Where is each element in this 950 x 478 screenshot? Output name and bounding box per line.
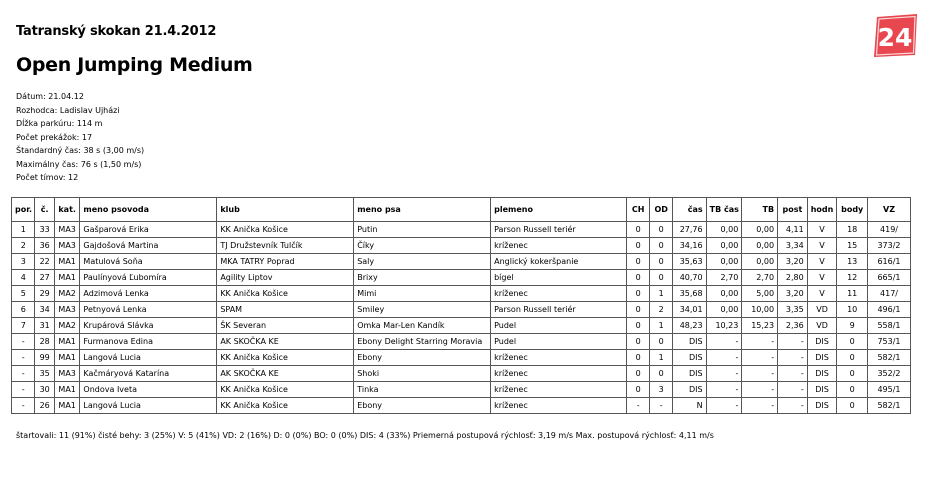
- table-row: [12, 350, 911, 366]
- col-header-tb-time: TB čas: [706, 198, 742, 222]
- cell-ch: 0: [626, 222, 649, 238]
- cell-tb-time: -: [706, 398, 742, 414]
- cell-club: KK Anička Košice: [217, 398, 354, 414]
- cell-speed: -: [778, 398, 808, 414]
- table-row: [12, 334, 911, 350]
- cell-vz: 496/1: [868, 302, 911, 318]
- cell-od: 1: [650, 350, 672, 366]
- cell-rating: DIS: [807, 366, 837, 382]
- cell-time: 34,16: [672, 238, 706, 254]
- cell-points: 0: [837, 334, 868, 350]
- cell-tb: 0,00: [742, 238, 778, 254]
- cell-club: TJ Družstevník Tulčík: [217, 238, 354, 254]
- cell-od: 1: [650, 286, 672, 302]
- col-header-speed: post: [778, 198, 808, 222]
- cell-vz: 558/1: [868, 318, 911, 334]
- cell-time: 40,70: [672, 270, 706, 286]
- cell-club: AK SKOČKA KE: [217, 334, 354, 350]
- cell-rank: -: [12, 382, 35, 398]
- table-row: [12, 222, 911, 238]
- cell-vz: 665/1: [868, 270, 911, 286]
- cell-number: 26: [35, 398, 54, 414]
- class-info: [16, 90, 144, 185]
- cell-vz: 582/1: [868, 398, 911, 414]
- col-header-tb: TB: [742, 198, 778, 222]
- cell-od: 0: [650, 238, 672, 254]
- cell-breed: Parson Russell teriér: [491, 222, 627, 238]
- cell-tb: -: [742, 350, 778, 366]
- cell-points: 18: [837, 222, 868, 238]
- cell-tb: 5,00: [742, 286, 778, 302]
- cell-handler: Langová Lucia: [80, 350, 217, 366]
- cell-tb-time: 0,00: [706, 238, 742, 254]
- cell-category: MA1: [54, 398, 80, 414]
- cell-time: 48,23: [672, 318, 706, 334]
- col-header-rank: por.: [12, 198, 35, 222]
- cell-speed: 3,34: [778, 238, 808, 254]
- cell-points: 13: [837, 254, 868, 270]
- cell-rank: 2: [12, 238, 35, 254]
- cell-breed: kríženec: [491, 366, 627, 382]
- table-row: [12, 382, 911, 398]
- cell-ch: 0: [626, 302, 649, 318]
- col-header-handler: meno psovoda: [80, 198, 217, 222]
- cell-time: N: [672, 398, 706, 414]
- cell-handler: Petnyová Lenka: [80, 302, 217, 318]
- cell-handler: Gašparová Erika: [80, 222, 217, 238]
- cell-handler: Langová Lucia: [80, 398, 217, 414]
- cell-breed: kríženec: [491, 398, 627, 414]
- cell-handler: Adzimová Lenka: [80, 286, 217, 302]
- table-row: [12, 270, 911, 286]
- col-header-rating: hodn: [807, 198, 837, 222]
- cell-rating: V: [807, 286, 837, 302]
- cell-rating: DIS: [807, 334, 837, 350]
- cell-category: MA3: [54, 222, 80, 238]
- cell-vz: 753/1: [868, 334, 911, 350]
- cell-vz: 352/2: [868, 366, 911, 382]
- cell-tb: -: [742, 334, 778, 350]
- cell-tb-time: 2,70: [706, 270, 742, 286]
- cell-category: MA3: [54, 366, 80, 382]
- table-row: [12, 366, 911, 382]
- cell-rating: DIS: [807, 350, 837, 366]
- info-obstacle-count: Počet prekážok: 17: [16, 132, 93, 142]
- info-team-count: Počet tímov: 12: [16, 173, 79, 182]
- cell-breed: kríženec: [491, 286, 627, 302]
- col-header-od: OD: [650, 198, 672, 222]
- info-standard-time: Štandardný čas: 38 s (3,00 m/s): [16, 146, 145, 155]
- table-row: [12, 286, 911, 302]
- cell-tb: 10,00: [742, 302, 778, 318]
- cell-dog: Mimi: [354, 286, 491, 302]
- class-title: Open Jumping Medium: [16, 54, 253, 76]
- cell-points: 15: [837, 238, 868, 254]
- cell-breed: bígel: [491, 270, 627, 286]
- cell-number: 30: [35, 382, 54, 398]
- cell-dog: Brixy: [354, 270, 491, 286]
- cell-number: 34: [35, 302, 54, 318]
- cell-handler: Kačmáryová Katarína: [80, 366, 217, 382]
- cell-tb: 0,00: [742, 222, 778, 238]
- cell-rating: DIS: [807, 382, 837, 398]
- cell-od: -: [650, 398, 672, 414]
- col-header-breed: plemeno: [491, 198, 627, 222]
- cell-speed: 2,36: [778, 318, 808, 334]
- cell-speed: -: [778, 350, 808, 366]
- cell-rank: -: [12, 398, 35, 414]
- cell-points: 0: [837, 382, 868, 398]
- cell-od: 0: [650, 222, 672, 238]
- info-max-time: Maximálny čas: 76 s (1,50 m/s): [16, 159, 142, 169]
- cell-tb-time: -: [706, 334, 742, 350]
- cell-category: MA1: [54, 334, 80, 350]
- cell-time: 35,63: [672, 254, 706, 270]
- cell-rank: 6: [12, 302, 35, 318]
- cell-breed: kríženec: [491, 238, 627, 254]
- cell-time: DIS: [672, 366, 706, 382]
- cell-handler: Paulínyová Ľubomíra: [80, 270, 217, 286]
- table-header-row: [12, 198, 911, 222]
- cell-category: MA3: [54, 238, 80, 254]
- col-header-club: klub: [217, 198, 354, 222]
- cell-points: 12: [837, 270, 868, 286]
- cell-rank: 1: [12, 222, 35, 238]
- cell-dog: Putin: [354, 222, 491, 238]
- cell-ch: 0: [626, 254, 649, 270]
- cell-ch: 0: [626, 334, 649, 350]
- cell-dog: Smiley: [354, 302, 491, 318]
- cell-tb: 15,23: [742, 318, 778, 334]
- cell-od: 3: [650, 382, 672, 398]
- cell-speed: -: [778, 334, 808, 350]
- cell-speed: 3,35: [778, 302, 808, 318]
- cell-club: ŠK Severan: [217, 318, 354, 334]
- table-row: [12, 318, 911, 334]
- cell-category: MA2: [54, 318, 80, 334]
- cell-vz: 582/1: [868, 350, 911, 366]
- cell-rank: 4: [12, 270, 35, 286]
- cell-dog: Ebony: [354, 350, 491, 366]
- cell-rating: V: [807, 270, 837, 286]
- results-table: [11, 197, 911, 414]
- summary-footer: štartovali: 11 (91%) čisté behy: 3 (25%) V: 5 (41%) VD: 2 (16%) D: 0 (0%) BO: 0 (0%) DIS: 4 (33%) Priemerná postupová rýchlosť: 3,19 m/s Max. postupová rýchlosť: 4,11 m/s: [16, 431, 714, 440]
- cell-points: 0: [837, 350, 868, 366]
- cell-tb: -: [742, 382, 778, 398]
- cell-tb-time: -: [706, 382, 742, 398]
- cell-tb-time: 0,00: [706, 302, 742, 318]
- event-title: Tatranský skokan 21.4.2012: [16, 24, 217, 39]
- cell-rating: V: [807, 238, 837, 254]
- cell-number: 31: [35, 318, 54, 334]
- cell-speed: 4,11: [778, 222, 808, 238]
- col-header-time: čas: [672, 198, 706, 222]
- info-judge: Rozhodca: Ladislav Ujházi: [16, 105, 120, 115]
- cell-number: 28: [35, 334, 54, 350]
- table-row: [12, 398, 911, 414]
- cell-speed: -: [778, 366, 808, 382]
- cell-dog: Tinka: [354, 382, 491, 398]
- cell-dog: Ebony Delight Starring Moravia: [354, 334, 491, 350]
- cell-breed: Parson Russell teriér: [491, 302, 627, 318]
- cell-ch: 0: [626, 366, 649, 382]
- cell-speed: 2,80: [778, 270, 808, 286]
- cell-od: 0: [650, 270, 672, 286]
- cell-time: DIS: [672, 350, 706, 366]
- cell-ch: 0: [626, 382, 649, 398]
- col-header-vz: VZ: [868, 198, 911, 222]
- cell-breed: Pudel: [491, 334, 627, 350]
- cell-time: DIS: [672, 382, 706, 398]
- cell-rating: DIS: [807, 398, 837, 414]
- cell-ch: -: [626, 398, 649, 414]
- table-row: [12, 302, 911, 318]
- cell-breed: kríženec: [491, 382, 627, 398]
- cell-rank: -: [12, 350, 35, 366]
- cell-category: MA1: [54, 270, 80, 286]
- col-header-points: body: [837, 198, 868, 222]
- cell-points: 0: [837, 366, 868, 382]
- cell-points: 11: [837, 286, 868, 302]
- cell-number: 36: [35, 238, 54, 254]
- cell-tb-time: 10,23: [706, 318, 742, 334]
- cell-handler: Gajdošová Martina: [80, 238, 217, 254]
- cell-time: 27,76: [672, 222, 706, 238]
- cell-number: 99: [35, 350, 54, 366]
- col-header-number: č.: [35, 198, 54, 222]
- cell-vz: 419/: [868, 222, 911, 238]
- cell-ch: 0: [626, 350, 649, 366]
- cell-vz: 616/1: [868, 254, 911, 270]
- cell-rating: V: [807, 222, 837, 238]
- cell-speed: 3,20: [778, 254, 808, 270]
- cell-category: MA2: [54, 286, 80, 302]
- cell-ch: 0: [626, 238, 649, 254]
- cell-dog: Ebony: [354, 398, 491, 414]
- cell-dog: Saly: [354, 254, 491, 270]
- cell-tb-time: -: [706, 350, 742, 366]
- table-body: [12, 222, 911, 414]
- cell-tb-time: 0,00: [706, 222, 742, 238]
- cell-club: SPAM: [217, 302, 354, 318]
- table-row: [12, 254, 911, 270]
- cell-number: 35: [35, 366, 54, 382]
- cell-club: Agility Liptov: [217, 270, 354, 286]
- cell-category: MA1: [54, 382, 80, 398]
- cell-ch: 0: [626, 286, 649, 302]
- table-row: [12, 238, 911, 254]
- cell-od: 2: [650, 302, 672, 318]
- cell-od: 0: [650, 254, 672, 270]
- cell-tb: -: [742, 398, 778, 414]
- cell-points: 10: [837, 302, 868, 318]
- cell-dog: Shoki: [354, 366, 491, 382]
- cell-tb-time: 0,00: [706, 286, 742, 302]
- cell-dog: Omka Mar-Len Kandík: [354, 318, 491, 334]
- cell-club: AK SKOČKA KE: [217, 366, 354, 382]
- cell-ch: 0: [626, 270, 649, 286]
- cell-tb: 0,00: [742, 254, 778, 270]
- cell-tb-time: 0,00: [706, 254, 742, 270]
- cell-rank: 5: [12, 286, 35, 302]
- col-header-category: kat.: [54, 198, 80, 222]
- info-date: Dátum: 21.04.12: [16, 92, 84, 101]
- cell-club: KK Anička Košice: [217, 382, 354, 398]
- cell-time: 35,68: [672, 286, 706, 302]
- cell-vz: 373/2: [868, 238, 911, 254]
- cell-points: 0: [837, 398, 868, 414]
- cell-tb: 2,70: [742, 270, 778, 286]
- cell-club: MKA TATRY Poprad: [217, 254, 354, 270]
- col-header-dog: meno psa: [354, 198, 491, 222]
- cell-club: KK Anička Košice: [217, 286, 354, 302]
- cell-tb-time: -: [706, 366, 742, 382]
- cell-club: KK Anička Košice: [217, 222, 354, 238]
- logo-text: 24: [877, 23, 913, 52]
- cell-rating: V: [807, 254, 837, 270]
- cell-od: 0: [650, 366, 672, 382]
- cell-time: DIS: [672, 334, 706, 350]
- cell-speed: -: [778, 382, 808, 398]
- info-course-length: Dĺžka parkúru: 114 m: [16, 119, 103, 128]
- cell-number: 22: [35, 254, 54, 270]
- cell-handler: Krupárová Slávka: [80, 318, 217, 334]
- cell-ch: 0: [626, 318, 649, 334]
- col-header-ch: CH: [626, 198, 649, 222]
- cell-category: MA3: [54, 302, 80, 318]
- cell-rating: VD: [807, 318, 837, 334]
- cell-speed: 3,20: [778, 286, 808, 302]
- cell-breed: kríženec: [491, 350, 627, 366]
- cell-number: 27: [35, 270, 54, 286]
- cell-handler: Ondova Iveta: [80, 382, 217, 398]
- cell-points: 9: [837, 318, 868, 334]
- cell-rating: VD: [807, 302, 837, 318]
- cell-rank: 3: [12, 254, 35, 270]
- cell-od: 1: [650, 318, 672, 334]
- cell-club: KK Anička Košice: [217, 350, 354, 366]
- cell-rank: -: [12, 366, 35, 382]
- site-24-logo: [871, 13, 919, 58]
- cell-vz: 417/: [868, 286, 911, 302]
- cell-dog: Číky: [354, 238, 491, 254]
- cell-breed: Anglický kokeršpanie: [491, 254, 627, 270]
- cell-handler: Matulová Soňa: [80, 254, 217, 270]
- cell-number: 29: [35, 286, 54, 302]
- cell-category: MA1: [54, 350, 80, 366]
- cell-vz: 495/1: [868, 382, 911, 398]
- cell-time: 34,01: [672, 302, 706, 318]
- cell-number: 33: [35, 222, 54, 238]
- cell-rank: 7: [12, 318, 35, 334]
- cell-breed: Pudel: [491, 318, 627, 334]
- cell-handler: Furmanova Edina: [80, 334, 217, 350]
- cell-rank: -: [12, 334, 35, 350]
- cell-tb: -: [742, 366, 778, 382]
- cell-category: MA1: [54, 254, 80, 270]
- cell-od: 0: [650, 334, 672, 350]
